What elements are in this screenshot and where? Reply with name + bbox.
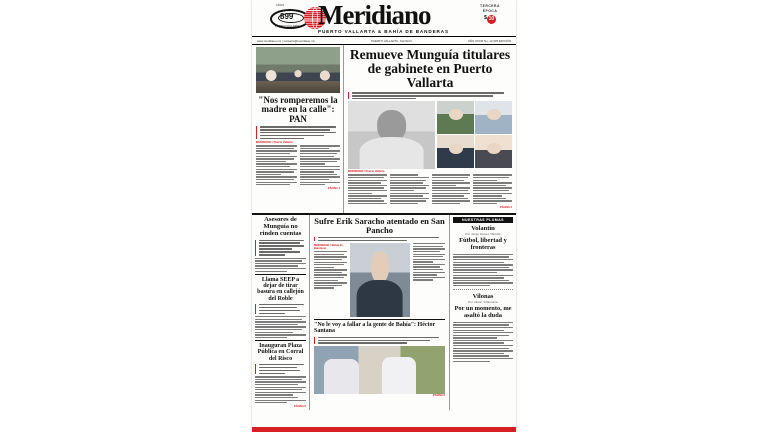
text-line [473,185,506,186]
exa-logo-bottom-text: PUERTO VALLARTA [275,25,300,28]
flag-line-1: TERCERA [480,4,500,8]
text-line [255,268,306,269]
text-line [255,394,293,395]
text-line [348,195,387,196]
bullet-line [352,98,416,100]
text-line [473,180,497,181]
column-2-author: Por Javier Villanueva [468,301,498,305]
bottom-story-3-body [255,376,306,403]
bottom-left-column [252,215,310,410]
bullet-line [318,340,430,342]
bullet-line [259,370,300,372]
text-line [348,174,387,175]
text-line [256,145,297,146]
bottom-right-column [450,215,516,410]
column-1-author: Por Jorge Gómez Naredo [465,233,501,237]
text-line [255,260,302,261]
divider [255,340,306,341]
flag-line-2: ÉPOCA [482,9,498,13]
text-line [300,153,338,154]
santana-group-photo [314,346,445,394]
text-line [300,163,325,164]
info-bar-website: www.meridiano.mx | contacto@meridiano.mx [257,38,315,43]
text-line [453,337,497,338]
text-line [255,387,306,388]
bullet-line [259,248,292,250]
exa-anniversary-logo [268,4,308,30]
bullet-line [260,138,304,140]
text-line [453,322,513,323]
left-story-page-ref: PÁGINA 4 [327,186,340,190]
mid-story-byline: MERIDIANO / Bahía de Banderas [314,244,343,251]
text-line [453,345,513,346]
text-line [432,187,471,188]
bullet-line [260,135,324,137]
text-line [413,266,441,267]
bottom-story-2-body [255,316,306,338]
mid-story-2-headline: "No le voy a fallar a la gente de Bahía": Héctor Santana [314,322,436,335]
text-line [473,200,512,201]
bullet-line [352,92,504,94]
text-line [453,264,513,265]
masthead [252,0,516,37]
text-line [432,195,465,196]
text-line [314,254,344,255]
text-line [300,148,330,149]
bullet-line [259,367,297,369]
text-line [255,392,306,393]
bottom-red-bar [252,427,516,432]
text-line [255,329,302,330]
text-line [256,158,294,159]
text-line [256,150,297,151]
text-line [348,187,384,188]
divider [453,289,513,290]
text-line [255,334,306,335]
text-line [255,397,298,398]
text-line [256,179,294,180]
text-line [255,389,302,390]
bottom-story-1-body [255,258,306,272]
text-line [453,280,509,281]
text-line [256,156,297,157]
text-line [413,279,433,280]
bottom-story-3-page-ref: PÁGINA 9 [293,404,306,408]
text-line [256,169,297,170]
bullet-line [318,342,407,344]
text-line [453,277,504,278]
text-line [300,150,341,151]
bullet-line [318,240,407,242]
portrait-thumb [437,135,474,168]
text-line [256,182,297,183]
text-line [453,254,513,255]
text-line [300,158,341,159]
text-line [256,166,290,167]
text-line [300,171,334,172]
bottom-story-3-bullets [255,364,306,374]
text-line [255,384,298,385]
text-line [390,198,429,199]
bullet-line [260,132,336,134]
text-line [413,277,446,278]
exa-logo-top-text: AÑOS [276,4,285,7]
bottom-story-2-bullets [255,304,306,314]
text-line [255,402,287,403]
text-line [473,193,512,194]
main-story-page-ref: PÁGINA 3 [499,205,512,209]
text-line [473,190,509,191]
mid-story-page-ref: PÁGINA 6 [432,393,445,397]
text-line [453,350,513,351]
masthead-flag [469,4,511,24]
left-story-bullets [256,126,340,139]
main-story-headline: Remueve Munguía titulares de gabinete en Puerto Vallarta [349,47,511,91]
main-story-subhead-block [348,92,512,99]
bullet-line [259,304,304,306]
mid-story-text-col [314,243,347,317]
text-line [432,198,468,199]
text-line [300,166,341,167]
text-line [390,203,419,204]
newspaper-front-page [252,0,516,432]
text-line [314,280,338,281]
text-line [453,259,513,260]
text-line [314,285,342,286]
price-symbol: $ [484,15,487,21]
text-line [453,327,513,328]
text-line [473,187,512,188]
text-line [348,185,387,186]
text-line [300,176,341,177]
bullet-line [259,254,285,256]
text-line [453,335,509,336]
text-line [255,263,306,264]
text-line [314,274,347,275]
bullet-line [259,240,304,242]
top-section [252,45,516,215]
portrait-grid-wrap [437,101,512,169]
text-line [390,174,419,175]
text-line [432,174,471,175]
text-line [255,381,306,382]
text-line [453,324,509,325]
text-line [256,171,294,172]
bullet-line [352,95,493,97]
text-line [256,176,297,177]
text-line [256,174,281,175]
main-portrait-wrap [348,101,435,169]
bullet-line [259,373,285,375]
column-2-body [453,322,513,362]
text-line [255,376,306,377]
text-line [300,184,325,185]
text-line [314,251,347,252]
text-line [432,193,471,194]
left-column [252,45,344,213]
portrait-grid [437,101,512,168]
text-line [300,169,341,170]
text-line [413,274,437,275]
text-line [453,282,513,283]
text-line [255,319,302,320]
left-story-body [256,145,340,187]
mid-story-photo-col [350,243,410,317]
exa-logo-number: 899 [280,12,294,21]
text-line [314,267,334,268]
text-line [453,361,490,362]
text-line [413,264,446,265]
divider [314,319,445,320]
bullet-line [259,242,300,244]
text-line [255,400,306,401]
text-line [453,267,509,268]
text-line [453,272,497,273]
text-line [473,203,497,204]
text-line [473,182,512,183]
main-story-body [348,174,512,205]
text-line [255,379,302,380]
text-line [314,259,342,260]
text-line [432,177,468,178]
text-line [314,282,347,283]
text-line [256,153,290,154]
text-line [453,355,509,356]
text-line [453,348,509,349]
bullet-line [259,310,300,312]
text-line [256,161,286,162]
bullet-line [259,307,297,309]
text-line [348,193,372,194]
divider [255,274,306,275]
text-line [256,163,297,164]
price-value: 10 [488,16,495,22]
text-line [453,358,513,359]
text-line [432,190,468,191]
bullet-line [318,337,439,339]
info-bar-edition: AÑO XXXIII No. 12,045 EDICIÓN [467,38,511,43]
text-line [453,330,504,331]
text-line [314,262,347,263]
portrait-thumb [437,101,474,134]
text-line [300,174,338,175]
press-conference-photo [256,47,340,93]
text-line [255,326,306,327]
text-line [413,269,443,270]
text-line [453,269,513,270]
text-line [300,156,334,157]
text-line [473,177,509,178]
text-line [255,316,306,317]
text-line [413,251,441,252]
text-line [300,182,341,183]
bullet-line [259,313,285,315]
mid-story-headline: Sufre Erik Saracho atentado en San Pancho [314,216,445,235]
bottom-section [252,215,516,410]
masthead-title-block [318,2,448,34]
text-line [348,200,384,201]
left-story-byline: MERIDIANO / Puerto Vallarta [256,141,293,145]
text-line [413,248,446,249]
text-line [432,182,471,183]
text-line [390,193,429,194]
text-line [390,182,423,183]
nuestras-plumas-label: NUESTRAS PLUMAS [453,217,513,223]
bullet-line [259,245,304,247]
text-line [300,161,338,162]
bottom-story-1-bullets [255,240,306,256]
bottom-story-2-headline: Llama SEEP a dejar de tirar basura en callejón del Roble [257,276,304,302]
text-line [453,275,513,276]
text-line [413,256,443,257]
bottom-story-1-headline: Asesores de Munguía no rinden cuentas [259,216,302,237]
text-line [390,200,426,201]
text-line [348,177,384,178]
text-line [473,174,512,175]
text-line [390,195,423,196]
text-line [255,337,287,338]
column-1-name: Volantín [471,225,495,233]
text-line [314,256,347,257]
mid-story-bullets [314,237,445,241]
text-line [255,321,306,322]
price-label [469,15,511,24]
text-line [314,272,342,273]
mid-story-text-col-2 [413,243,446,317]
main-story-column [344,45,516,213]
text-line [348,180,387,181]
text-line [453,332,513,333]
column-1-body [453,254,513,286]
text-line [432,200,471,201]
text-line [348,198,381,199]
text-line [453,353,504,354]
text-line [314,264,344,265]
text-line [300,179,330,180]
main-portrait-photo [348,101,435,169]
bullet-line [318,237,439,239]
text-line [348,190,387,191]
text-line [314,277,344,278]
column-2-title: Por un momento, me asaltó la duda [454,305,512,319]
text-line [390,177,429,178]
text-line [473,195,502,196]
text-line [432,180,465,181]
text-line [453,285,490,286]
text-line [413,254,446,255]
text-line [390,187,426,188]
text-line [432,203,461,204]
text-line [473,198,506,199]
text-line [413,272,446,273]
bottom-story-3-headline: Inauguran Plaza Pública en Corral del Risco [257,343,304,362]
mid-story-2-bullets [314,337,445,344]
portrait-thumb [475,135,512,168]
portrait-thumb [475,101,512,134]
text-line [390,185,429,186]
text-line [413,243,446,244]
column-2-name: Vilonas [472,293,494,301]
text-line [314,287,334,288]
text-line [413,261,433,262]
bullet-line [260,126,336,128]
text-line [256,184,290,185]
info-bar [252,37,516,45]
text-line [300,145,341,146]
text-line [348,203,387,204]
text-line [453,262,504,263]
main-story-byline: MERIDIANO / Puerto Vallarta [348,170,385,174]
publication-subtitle: PUERTO VALLARTA & BAHÍA DE BANDERAS [318,29,449,34]
bullet-line [259,364,304,366]
text-line [453,340,513,341]
info-bar-city: PUERTO VALLARTA, JALISCO [371,38,412,43]
text-line [413,246,443,247]
text-line [314,269,347,270]
text-line [413,259,446,260]
text-line [255,265,298,266]
text-line [390,180,426,181]
column-1-title: Fútbol, libertad y fronteras [459,237,507,252]
main-story-photo-row [348,101,512,169]
text-line [256,148,294,149]
text-line [255,332,293,333]
bullet-line [260,129,330,131]
text-line [255,324,298,325]
saracho-portrait-photo [350,243,410,317]
text-line [348,182,381,183]
publication-title: Meridiano [318,0,431,30]
mid-story-content [314,243,445,317]
text-line [453,342,504,343]
text-line [432,185,456,186]
text-line [390,190,414,191]
photo-content [256,47,340,93]
left-story-headline: "Nos romperemos la madre en la calle": PAN [258,95,338,124]
text-line [255,271,287,272]
text-line [255,258,306,259]
bullet-line [259,251,300,253]
text-line [453,256,509,257]
bottom-mid-column [310,215,450,410]
